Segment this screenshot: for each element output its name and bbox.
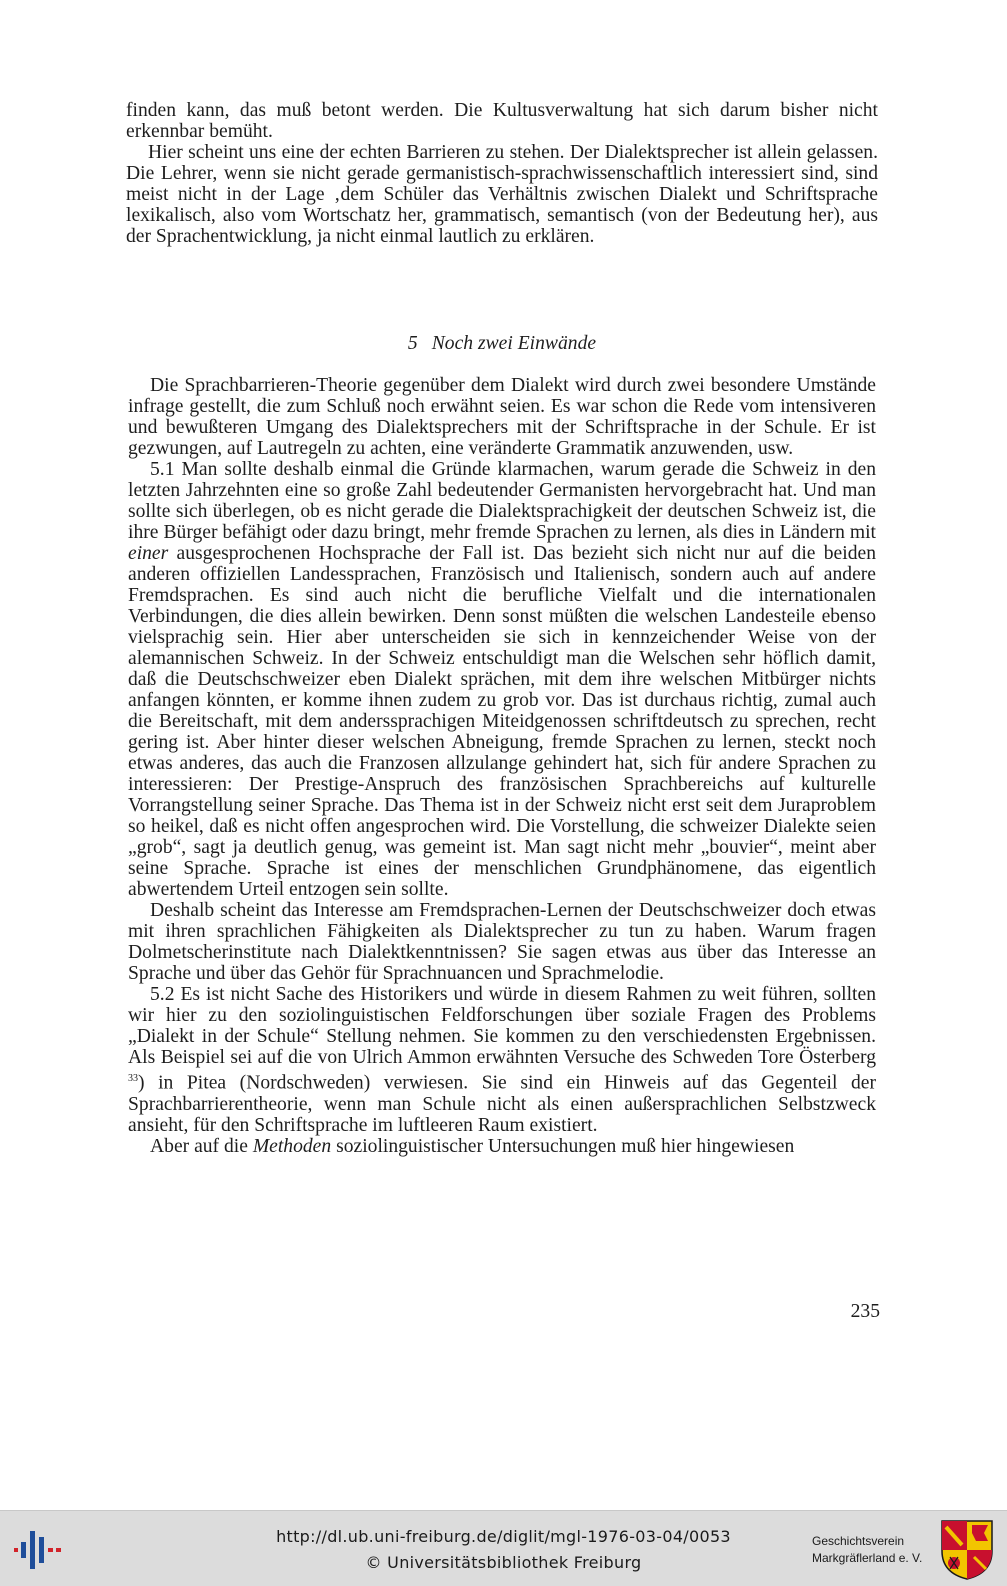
paragraph: Hier scheint uns eine der echten Barrieren zu stehen. Der Dialektsprecher ist allein gelassen. Die Lehrer, wenn sie nicht gerade germanistisch-sprachwissenschaftlich interessiert sind, sind meist nicht in der Lage ‚dem Schüler das Verhältnis zwischen Dialekt und Schriftsprache lexikalisch, also vom Wortschatz her, grammatisch, semantisch (von der Bedeutung her), aus der Sprachentwicklung, ja nicht einmal lautlich zu erklären. <box>126 142 878 247</box>
section-body <box>128 375 876 1157</box>
paragraph <box>128 984 876 1136</box>
emphasis: Methoden <box>252 1135 332 1157</box>
section-title: Noch zwei Einwände <box>431 333 597 354</box>
coat-of-arms-icon[interactable] <box>940 1519 994 1581</box>
paragraph: Die Sprachbarrieren-Theorie gegenüber dem Dialekt wird durch zwei besondere Umstände infrage gestellt, die zum Schluß noch erwähnt seien. Es war schon die Rede vom intensiveren und bewußteren Umgang des Dialektsprechers mit der Schriftsprache in der Schule. Er ist gezwungen, auf Lautregeln zu achten, eine veränderte Grammatik anzuwenden, usw. <box>128 375 876 459</box>
text-run: ) in Pitea (Nordschweden) verwiesen. Sie sind ein Hinweis auf das Gegenteil der Sprachbarrierentheorie, wenn man Schule nicht als einen außersprachlichen Selbstzweck ansieht, für den Schriftsprache im luftleeren Raum existiert. <box>128 1072 876 1136</box>
paragraph <box>128 1136 876 1157</box>
paragraph <box>128 459 876 900</box>
society-name <box>812 1533 930 1567</box>
society-line: Markgräflerland e. V. <box>812 1551 923 1565</box>
text-run: 5.1 Man sollte deshalb einmal die Gründe klarmachen, warum gerade die Schweiz in den letzten Jahrzehnten eine so große Zahl bedeutender Germanisten hervorgebracht hat. Und man sollte sich überlegen, ob es nicht gerade die Dialektsprachigkeit der deutschen Schweiz ist, die ihre Bürger befähigt oder dazu bringt, mehr fremde Sprachen zu lernen, als dies in Ländern mit <box>128 459 876 543</box>
page-number: 235 <box>850 1301 880 1322</box>
paragraph: finden kann, das muß betont werden. Die Kultusverwaltung hat sich darum bisher nicht erkennbar bemüht. <box>126 100 878 142</box>
emphasis: einer <box>128 543 169 564</box>
text-run: Aber auf die <box>150 1135 253 1157</box>
section-heading <box>126 333 878 355</box>
footnote-marker: 33 <box>128 1073 138 1084</box>
text-run: soziolinguistischer Untersuchungen muß hier hingewiesen <box>331 1135 795 1157</box>
continued-text <box>126 100 878 247</box>
permalink-url[interactable]: http://dl.ub.uni-freiburg.de/diglit/mgl-1976-03-04/0053 <box>276 1527 731 1546</box>
copyright-text: © Universitätsbibliothek Freiburg <box>365 1553 642 1572</box>
society-line: Geschichtsverein <box>812 1534 905 1548</box>
text-run: 5.2 Es ist nicht Sache des Historikers und würde in diesem Rahmen zu weit führen, sollten wir hier zu den soziolinguistischen Feldforschungen über soziale Fragen des Problems „Dialekt in der Schule“ Stellung nehmen. Sie kommen zu den verschiedensten Ergebnissen. Als Beispiel sei auf die von Ulrich Ammon erwähnten Versuche des Schweden Tore Österberg <box>128 984 876 1068</box>
text-run: ausgesprochenen Hochsprache der Fall ist. Das bezieht sich nicht nur auf die beiden anderen offiziellen Landessprachen, Französisch und Italienisch, sondern auch auf andere Fremdsprachen. Es sind auch nicht die berufliche Vielfalt und die internationalen Verbindungen, die dies allein bewirken. Denn sonst müßten die welschen Landesteile ebenso vielsprachig sein. Hier aber unterscheiden sie sich in kennzeichender Weise von der alemannischen Schweiz. In der Schweiz entschuldigt man die Welschen sehr höflich damit, daß die Deutschschweizer eben Dialekt sprächen, mit dem ihre welschen Mitbürger nichts anfangen könnten, er komme ihnen zudem zu grob vor. Das ist durchaus richtig, zumal auch die Bereitschaft, mit dem anderssprachigen Miteidgenossen schriftdeutsch zu sprechen, recht gering ist. Aber hinter dieser welschen Abneigung, fremde Sprachen zu lernen, steckt noch etwas anderes, das auch die Franzosen allzulange gehindert hat, sich für andere Sprachen zu interessieren: Der Prestige-Anspruch des französischen Sprachbereichs auf kulturelle Vorrangstellung seiner Sprache. Das Thema ist in der Schweiz nicht erst seit dem Juraproblem so heikel, daß es nicht offen angesprochen wird. Die Vorstellung, die schweizer Dialekte seien „grob“, sagt ja deutlich genug, was gemeint ist. Man sagt nicht mehr „bouvier“, meint aber seine Sprache. Sprache ist eines der menschlichen Grundphänomene, das eigentlich abwertendem Urteil entzogen sein sollte. <box>128 543 876 900</box>
section-number: 5 <box>407 333 418 354</box>
footer-bar <box>0 1510 1007 1586</box>
paragraph: Deshalb scheint das Interesse am Fremdsprachen-Lernen der Deutschschweizer doch etwas mit ihren sprachlichen Fähigkeiten als Dialektsprecher zu tun zu haben. Warum fragen Dolmetscherinstitute nach Dialektkenntnissen? Sie sagen etwas aus über das Interesse an Sprache und über das Gehör für Sprachnuancen und Sprachmelodie. <box>128 900 876 984</box>
